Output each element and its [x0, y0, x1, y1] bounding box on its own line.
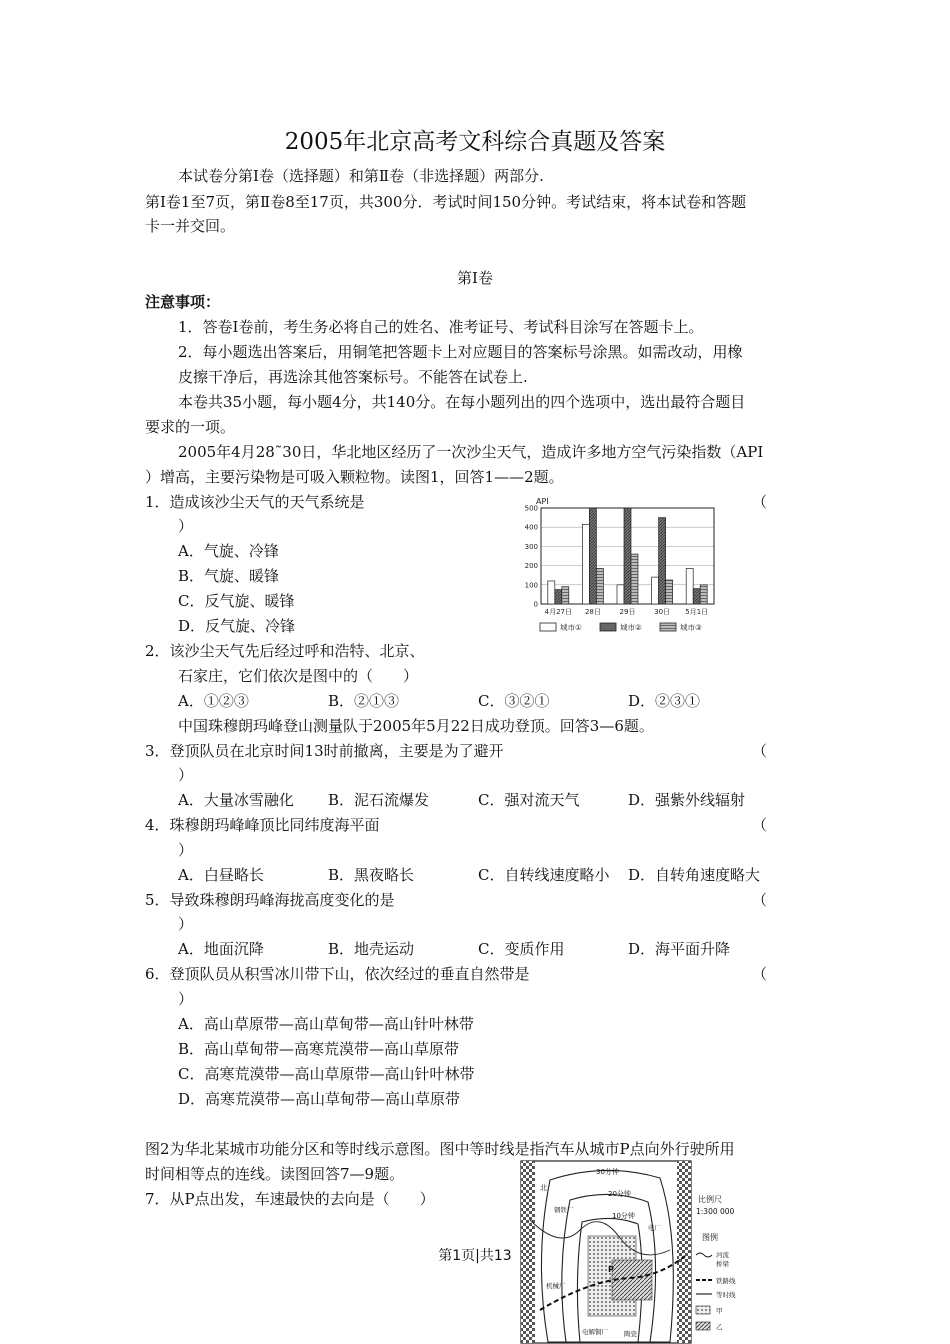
- q1-option-d: D．反气旋、冷锋: [178, 617, 296, 635]
- notice-item-3a: 本卷共35小题，每小题4分，共140分。在每小题列出的四个选项中，选出最符合题目: [178, 393, 746, 411]
- q5-option-a: A．地面沉降: [178, 940, 264, 958]
- q4-option-b: B．黑夜略长: [328, 866, 415, 884]
- notice-item-2a: 2．每小题选出答案后，用铜笔把答题卡上对应题目的答案标号涂黑。如需改动，用橡: [178, 343, 743, 361]
- chart-ytick-label: 500: [524, 504, 538, 513]
- legend-a-label: 甲: [716, 1307, 723, 1315]
- chart-bar-series-1: [652, 577, 659, 604]
- chart-ylabel: API: [536, 497, 549, 506]
- chart-xtick-label: 4月27日: [544, 608, 572, 616]
- q1-option-a: A．气旋、冷锋: [178, 542, 279, 560]
- section-title: 第Ⅰ卷: [457, 269, 493, 287]
- page-footer: 第1页|共13: [438, 1248, 512, 1264]
- q3-paren-open: （: [752, 742, 768, 760]
- chart-xtick-label: 28日: [584, 608, 601, 616]
- q4-option-d: D．自转角速度略大: [628, 866, 761, 884]
- chart-bar-series-2: [659, 518, 666, 604]
- chart-xtick-label: 5月1日: [685, 608, 709, 616]
- map-place-ceramic: 陶瓷: [624, 1330, 637, 1338]
- q7-stem: 7．从P点出发，车速最快的去向是（ ）: [145, 1190, 435, 1208]
- legend-b-swatch: [696, 1322, 710, 1330]
- legend-swatch-city1: [540, 623, 556, 631]
- q6-option-c: C．高寒荒漠带—高山草原带—高山针叶林带: [178, 1065, 475, 1083]
- legend-label-city2: 城市②: [620, 623, 642, 632]
- chart-bar-series-2: [555, 590, 562, 604]
- q5-paren-close: ）: [178, 915, 194, 933]
- page-title: 2005年北京高考文科综合真题及答案: [284, 129, 666, 155]
- q5-paren-open: （: [752, 891, 768, 909]
- q2-option-b: B．②①③: [328, 692, 400, 710]
- q1-paren-close: ）: [178, 517, 194, 535]
- q6-option-a: A．高山草原带—高山草甸带—高山针叶林带: [178, 1015, 474, 1033]
- map-place-power: 电厂: [648, 1224, 661, 1232]
- q4-paren-close: ）: [178, 841, 194, 859]
- notice-heading: 注意事项：: [145, 293, 221, 311]
- q1-option-b: B．气旋、暖锋: [178, 567, 280, 585]
- legend-a-swatch: [696, 1306, 710, 1314]
- notice-item-3b: 要求的一项。: [145, 418, 236, 436]
- legend-b-label: 乙: [716, 1323, 723, 1331]
- intro-line-2: 第Ⅰ卷1至7页，第Ⅱ卷8至17页，共300分．考试时间150分钟。考试结束，将本试卷和答题: [145, 193, 747, 211]
- q5-option-c: C．变质作用: [478, 940, 565, 958]
- q2-stem-1: 2．该沙尘天气先后经过呼和浩特、北京、: [145, 642, 425, 660]
- chart-ytick-label: 200: [524, 562, 538, 571]
- map-place-copper: 电解铜厂: [582, 1328, 608, 1336]
- map-label-30min: 30分钟: [596, 1168, 619, 1176]
- context3-line-2: 时间相等点的连线。读图回答7—9题。: [145, 1165, 405, 1183]
- q1-paren-open: （: [752, 493, 768, 511]
- q3-paren-close: ）: [178, 766, 194, 784]
- q1-option-c: C．反气旋、暖锋: [178, 592, 295, 610]
- q3-option-c: C．强对流天气: [478, 791, 580, 809]
- notice-item-1: 1．答卷Ⅰ卷前，考生务必将自己的姓名、准考证号、考试科目涂写在答题卡上。: [178, 318, 704, 336]
- map-label-20min: 20分钟: [608, 1190, 631, 1198]
- legend-rail-label: 铁路线: [716, 1277, 736, 1285]
- chart-bar-series-1: [686, 568, 693, 604]
- q5-option-d: D．海平面升降: [628, 940, 731, 958]
- q3-stem: 3．登顶队员在北京时间13时前撤离，主要是为了避开: [145, 742, 504, 760]
- chart-bar-series-2: [693, 589, 700, 604]
- q6-option-d: D．高寒荒漠带—高山草甸带—高山草原带: [178, 1090, 461, 1108]
- q5-stem: 5．导致珠穆朗玛峰海拢高度变化的是: [145, 891, 395, 909]
- chart-ytick-label: 400: [524, 523, 538, 532]
- chart-ytick-label: 300: [524, 542, 538, 551]
- chart-bar-series-3: [666, 580, 673, 604]
- context1-line-1: 2005年4月28˜30日，华北地区经历了一次沙尘天气，造成许多地方空气污染指数（API: [178, 443, 764, 461]
- legend-label-city1: 城市①: [560, 623, 582, 632]
- q2-option-a: A．①②③: [178, 692, 249, 710]
- legend-bridge-label: 桥梁: [716, 1260, 729, 1268]
- q4-stem: 4．珠穆朗玛峰峰顶比同纬度海平面: [145, 816, 380, 834]
- context1-line-2: ）增高，主要污染物是可吸入颗粒物。读图1，回答1——2题。: [145, 468, 564, 486]
- map-label-10min: 10分钟: [612, 1212, 635, 1220]
- map-north-label: 北: [540, 1184, 547, 1192]
- chart-bar-series-1: [617, 585, 624, 604]
- chart-bar-series-2: [624, 508, 631, 604]
- q1-stem: 1．造成该沙尘天气的天气系统是: [145, 493, 365, 511]
- legend-swatch-city3: [660, 623, 676, 631]
- intro-line-3: 卡一并交回。: [145, 217, 236, 235]
- context3-line-1: 图2为华北某城市功能分区和等时线示意图。图中等时线是指汽车从城市P点向外行驶所用: [145, 1140, 735, 1158]
- chart-bar-series-3: [596, 568, 603, 604]
- map-scale-value: 1:300 000: [696, 1207, 735, 1216]
- chart-bar-series-3: [631, 554, 638, 604]
- chart-xtick-label: 30日: [654, 608, 671, 616]
- chart-bar-series-3: [700, 585, 707, 604]
- q4-option-c: C．自转线速度略小: [478, 866, 610, 884]
- chart-bar-series-3: [562, 587, 569, 604]
- chart-ytick-label: 0: [533, 600, 538, 609]
- q6-option-b: B．高山草甸带—高寒荒漠带—高山草原带: [178, 1040, 460, 1058]
- map-place-steel: 钢铁厂: [554, 1206, 574, 1214]
- chart-ytick-label: 100: [524, 581, 538, 590]
- api-bar-chart: [510, 492, 725, 638]
- q5-option-b: B．地壳运动: [328, 940, 415, 958]
- chart-xtick-label: 29日: [619, 608, 636, 616]
- q4-option-a: A．白昼略长: [178, 866, 264, 884]
- legend-label-city3: 城市③: [680, 623, 702, 632]
- chart-bar-series-1: [548, 581, 555, 604]
- q3-option-b: B．泥石流爆发: [328, 791, 430, 809]
- q4-paren-open: （: [752, 816, 768, 834]
- map-point-p: P: [608, 1265, 614, 1274]
- legend-iso-label: 等时线: [716, 1291, 736, 1299]
- q2-option-d: D．②③①: [628, 692, 701, 710]
- q2-option-c: C．③②①: [478, 692, 550, 710]
- q3-option-a: A．大量冰雪融化: [178, 791, 294, 809]
- q6-stem: 6．登顶队员从积雪冰川带下山，依次经过的垂直自然带是: [145, 965, 530, 983]
- chart-bar-series-1: [582, 524, 589, 604]
- q6-paren-close: ）: [178, 990, 194, 1008]
- chart-bar-series-2: [589, 508, 596, 604]
- legend-swatch-city2: [600, 623, 616, 631]
- q3-option-d: D．强紫外线辐射: [628, 791, 746, 809]
- legend-river-label: 河流: [716, 1251, 729, 1259]
- context2: 中国珠穆朗玛峰登山测量队于2005年5月22日成功登顶。回答3—6题。: [178, 717, 654, 735]
- map-scale-title: 比例尺: [698, 1195, 722, 1204]
- q2-stem-2: 石家庄，它们依次是图中的（ ）: [178, 667, 419, 685]
- intro-line-1: 本试卷分第Ⅰ卷（选择题）和第Ⅱ卷（非选择题）两部分.: [178, 167, 544, 185]
- map-place-machinery: 机械厂: [546, 1282, 566, 1290]
- q6-paren-open: （: [752, 965, 768, 983]
- map-legend-title: 图例: [702, 1233, 718, 1242]
- notice-item-2b: 皮擦干净后，再选涂其他答案标号。不能答在试卷上.: [178, 368, 528, 386]
